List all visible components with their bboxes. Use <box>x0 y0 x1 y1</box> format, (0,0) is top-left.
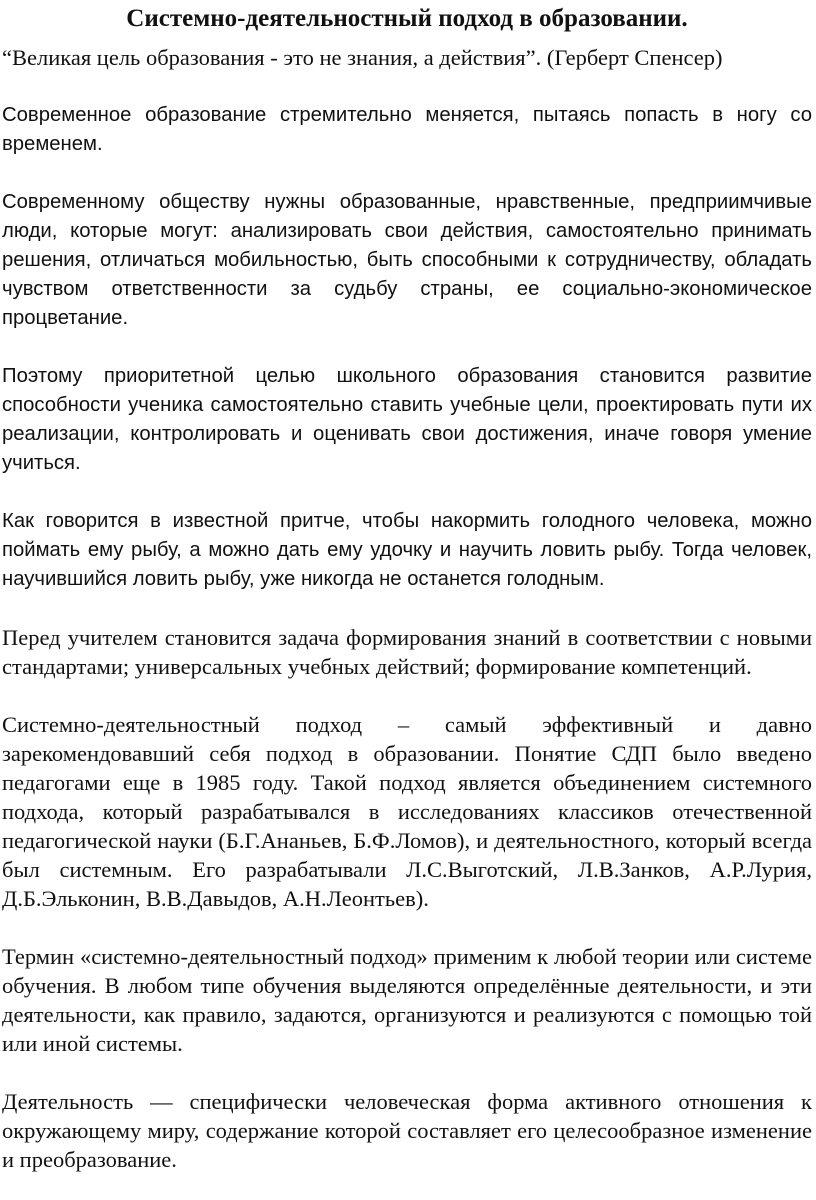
paragraph-4: Как говорится в известной притче, чтобы накормить голодного человека, можно поймать ему рыбу, а можно дать ему удочку и научить ловить рыбу. Тогда человек, научившийся ловить рыбу, уже никогда не останется голодным. <box>2 510 812 590</box>
paragraph-8: Деятельность — специфически человеческая форма активного отношения к окружающему миру, содержание которой составляет его целесообразное изменение и преобразование. <box>2 1089 812 1172</box>
paragraph-1: Современное образование стремительно меняется, пытаясь попасть в ногу со временем. <box>2 104 812 155</box>
paragraph-6: Системно-деятельностный подход – самый эффективный и давно зарекомендовавший себя подход в образовании. Понятие СДП было введено педагогами еще в 1985 году. Такой подход является объединением системного подхода, который разрабатывался в исследованиях классиков отечественной педагогической науки (Б.Г.Ананьев, Б.Ф.Ломов), и деятельностного, который всегда был системным. Его разрабатывали Л.С.Выготский, Л.В.Занков, А.Р.Лурия, Д.Б.Эльконин, В.В.Давыдов, А.Н.Леонтьев). <box>2 712 812 911</box>
paragraph-5: Перед учителем становится задача формирования знаний в соответствии с новыми стандартами; универсальных учебных действий; формирование компетенций. <box>2 625 812 679</box>
document-title: Системно-деятельностный подход в образовании. <box>126 5 688 32</box>
paragraph-3: Поэтому приоритетной целью школьного образования становится развитие способности ученика самостоятельно ставить учебные цели, проектировать пути их реализации, контролировать и оценивать свои достижения, иначе говоря умение учиться. <box>2 365 812 474</box>
epigraph-paragraph: “Великая цель образования - это не знания, а действия”. (Герберт Спенсер) <box>2 45 723 70</box>
paragraph-2: Современному обществу нужны образованные, нравственные, предприимчивые люди, которые могут: анализировать свои действия, самостоятельно принимать решения, отличаться мобильностью, быть способными к сотрудничеству, обладать чувством ответственности за судьбу страны, ее социально-экономическое процветание. <box>2 191 812 329</box>
paragraph-7: Термин «системно-деятельностный подход» применим к любой теории или системе обучения. В любом типе обучения выделяются определённые деятельности, и эти деятельности, как правило, задаются, организуются и реализуются с помощью той или иной системы. <box>2 944 812 1056</box>
